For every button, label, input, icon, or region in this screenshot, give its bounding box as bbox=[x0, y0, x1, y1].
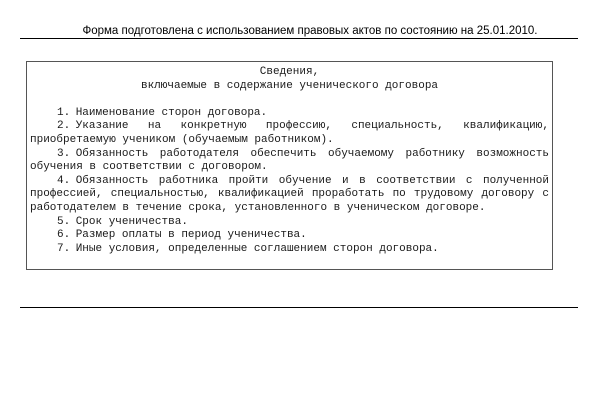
document-body bbox=[30, 66, 549, 256]
item-number: 7. bbox=[57, 242, 71, 255]
item-number: 1. bbox=[57, 106, 71, 119]
list-item bbox=[30, 107, 549, 121]
list-item bbox=[30, 148, 549, 175]
footer-divider bbox=[20, 307, 578, 308]
item-text: Указание на конкретную профессию, специальность, квалификацию, приобретаемую учеником (обучаемым работником). bbox=[30, 120, 549, 146]
document-title: Сведения, bbox=[259, 66, 320, 78]
list-item bbox=[30, 216, 549, 230]
blank-line bbox=[30, 93, 549, 107]
item-number: 6. bbox=[57, 229, 71, 242]
header-note: Форма подготовлена с использованием правовых актов по состоянию на 25.01.2010. bbox=[82, 25, 538, 37]
list-item bbox=[30, 243, 549, 257]
list-item bbox=[30, 120, 549, 147]
item-number: 3. bbox=[57, 147, 71, 160]
item-number: 4. bbox=[57, 174, 71, 187]
list-item bbox=[30, 229, 549, 243]
item-text: Наименование сторон договора. bbox=[75, 106, 268, 119]
item-text: Обязанность работника пройти обучение и в соответствии с полученной профессией, специальностью, квалификацией проработать по трудовому договору с работодателем в течение срока, установленного в ученическом договоре. bbox=[30, 174, 549, 214]
item-number: 5. bbox=[57, 215, 71, 228]
item-text: Срок ученичества. bbox=[75, 215, 188, 228]
item-text: Размер оплаты в период ученичества. bbox=[75, 229, 307, 242]
item-text: Обязанность работодателя обеспечить обучаемому работнику возможность обучения в соответствии с договором. bbox=[30, 147, 549, 174]
list-item bbox=[30, 175, 549, 216]
item-number: 2. bbox=[57, 120, 71, 133]
header-divider bbox=[20, 38, 578, 39]
document-subtitle: включаемые в содержание ученического договора bbox=[140, 79, 439, 92]
item-text: Иные условия, определенные соглашением сторон договора. bbox=[75, 242, 439, 255]
